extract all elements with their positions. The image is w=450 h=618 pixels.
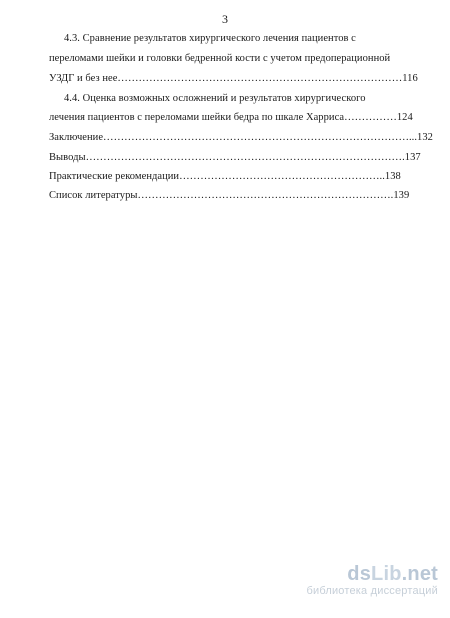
- toc-line: переломами шейки и головки бедренной кости с учетом предоперационной: [49, 53, 391, 64]
- logo-part-lib: Lib: [371, 563, 402, 585]
- watermark-tagline: библиотека диссертаций: [306, 585, 438, 597]
- toc-line: Список литературы……………………………………………………………….139: [49, 190, 410, 201]
- logo-part-ds: ds: [347, 563, 372, 585]
- dslib-watermark: [238, 563, 438, 598]
- toc-line: 4.3. Сравнение результатов хирургического лечения пациентов с: [64, 33, 356, 44]
- toc-line: Заключение……………………………………………………………………………...132: [49, 132, 433, 143]
- dslib-logo: [238, 563, 438, 585]
- toc-line: УЗДГ и без нее………………………………………………………………………116: [49, 73, 418, 84]
- logo-part-net: .net: [401, 563, 438, 585]
- toc-line: 4.4. Оценка возможных осложнений и результатов хирургического: [64, 93, 366, 104]
- page-number: 3: [222, 12, 228, 26]
- toc-line: лечения пациентов с переломами шейки бедра по шкале Харриса……………124: [49, 112, 413, 123]
- toc-line: Практические рекомендации…………………………………………………..138: [49, 171, 401, 182]
- toc-line: Выводы……………………………………………………………………………….137: [49, 152, 421, 163]
